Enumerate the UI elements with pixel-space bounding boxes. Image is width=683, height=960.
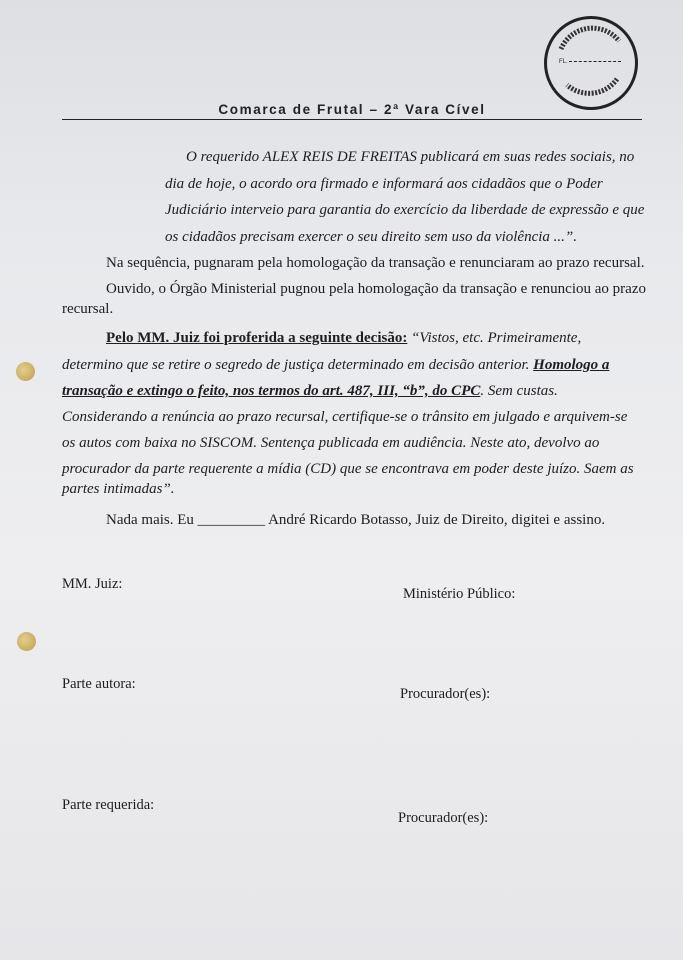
decision-line2a: determino que se retire o segredo de justiça determinado em decisão anterior. <box>62 357 534 373</box>
paragraph4-line2 <box>62 352 609 379</box>
signature-defendant-attorney: Procurador(es): <box>398 810 489 826</box>
paragraph4-line4: Considerando a renúncia ao prazo recursal, certifique-se o trânsito em julgado e arquivem-se <box>62 409 628 425</box>
paragraph3-line2: recursal. <box>62 301 114 317</box>
court-header: Comarca de Frutal – 2ª Vara Cível <box>218 102 486 117</box>
header-divider <box>62 119 642 120</box>
stamp-page-field <box>559 59 621 65</box>
signature-prosecutor: Ministério Público: <box>403 586 516 602</box>
paragraph4-line6: procurador da parte requerente a mídia (CD) que se encontrava em poder deste juízo. Saem as <box>62 461 634 477</box>
closing-line: Nada mais. Eu _________ André Ricardo Botasso, Juiz de Direito, digitei e assino. <box>106 512 606 528</box>
stamp-label: FL. <box>559 59 568 65</box>
punch-hole-bottom <box>17 632 36 651</box>
paragraph4-line3 <box>62 378 558 405</box>
paragraph4-line5: os autos com baixa no SISCOM. Sentença publicada em audiência. Neste ato, devolvo ao <box>62 435 600 451</box>
paragraph1-line4: os cidadãos precisam exercer o seu direito sem uso da violência ...”. <box>165 229 578 245</box>
paragraph1-line1: O requerido ALEX REIS DE FREITAS publicará em suas redes sociais, no <box>186 149 635 165</box>
decision-extingo: transação e extingo o feito, nos termos do art. 487, III, “b”, do CPC <box>62 383 481 399</box>
paragraph1-line3: Judiciário interveio para garantia do exercício da liberdade de expressão e que <box>165 202 645 218</box>
signature-plaintiff-attorney: Procurador(es): <box>400 686 491 702</box>
decision-line3b: . Sem custas. <box>480 383 558 399</box>
signature-plaintiff: Parte autora: <box>62 676 136 692</box>
signature-defendant: Parte requerida: <box>62 797 155 813</box>
decision-line1-rest: “Vistos, etc. Primeiramente, <box>407 330 582 346</box>
decision-homologo: Homologo a <box>533 357 610 373</box>
paragraph1-line2: dia de hoje, o acordo ora firmado e informará aos cidadãos que o Poder <box>165 176 603 192</box>
paragraph3-line1: Ouvido, o Órgão Ministerial pugnou pela homologação da transação e renunciou ao prazo <box>106 281 646 297</box>
decision-lead: Pelo MM. Juiz foi proferida a seguinte decisão: <box>106 330 408 346</box>
paragraph4-line7: partes intimadas”. <box>62 481 175 497</box>
paragraph4-line1 <box>106 325 581 352</box>
punch-hole-top <box>16 362 35 381</box>
page-stamp <box>544 16 638 110</box>
paragraph2-line1: Na sequência, pugnaram pela homologação da transação e renunciaram ao prazo recursal. <box>106 255 645 271</box>
signature-judge: MM. Juiz: <box>62 576 123 592</box>
